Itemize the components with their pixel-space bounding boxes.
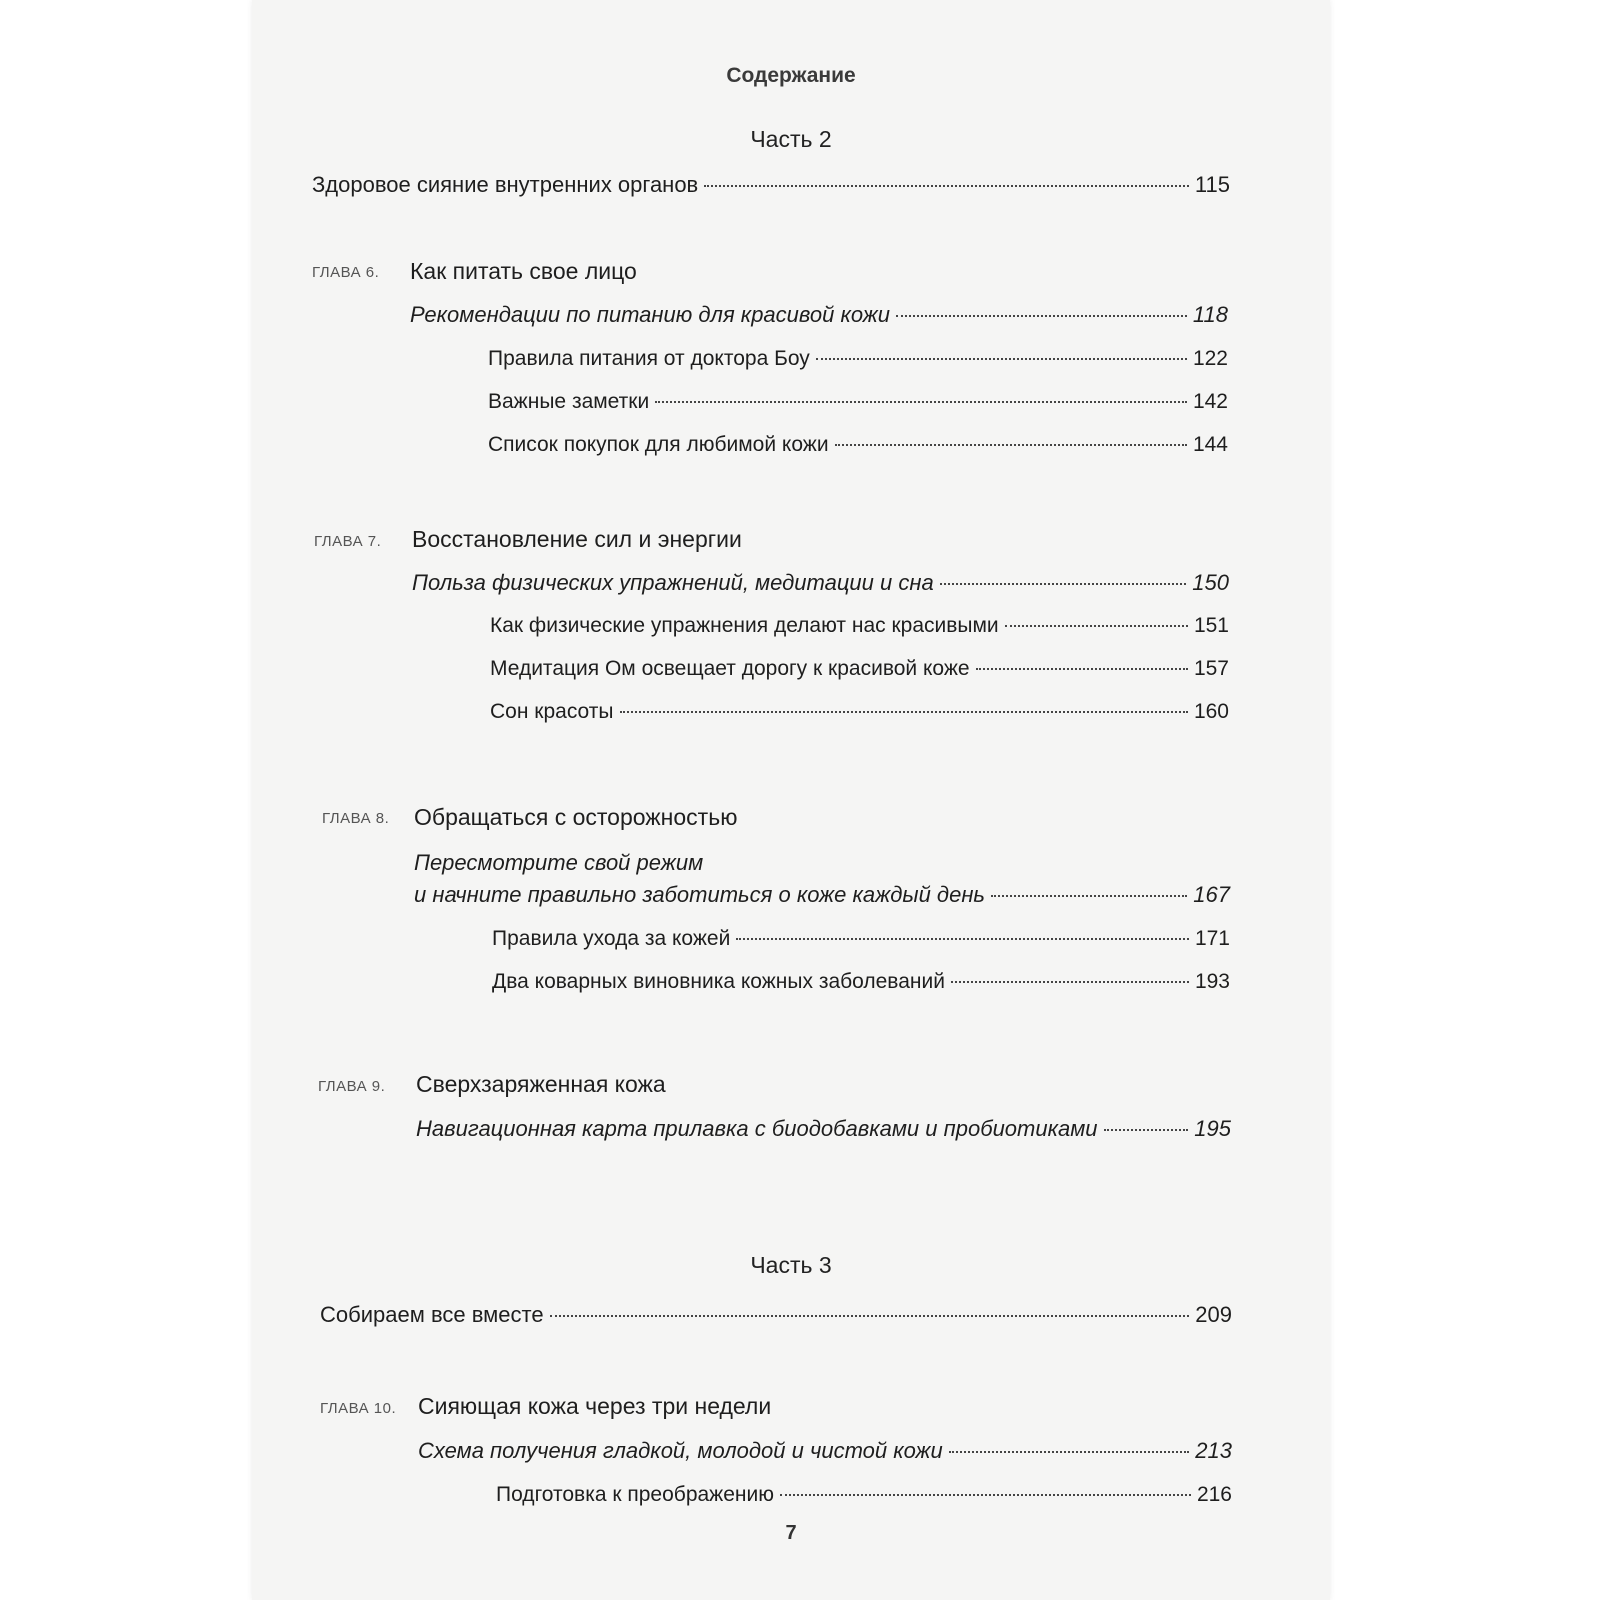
part-2-heading: Часть 2	[750, 126, 832, 152]
leader-dots	[816, 358, 1187, 360]
toc-entry-title: Правила питания от доктора Боу	[488, 347, 810, 370]
leader-dots	[620, 711, 1188, 713]
chapter-title: Восстановление сил и энергии	[412, 526, 742, 552]
chapter-title: Сверхзаряженная кожа	[416, 1071, 666, 1097]
page-number: 7	[785, 1522, 797, 1544]
leader-dots	[655, 401, 1187, 403]
toc-entry	[414, 882, 1230, 908]
toc-entry-page: 142	[1192, 390, 1228, 413]
part-3-heading: Часть 3	[750, 1252, 832, 1278]
toc-entry-title: и начните правильно заботиться о коже каждый день	[414, 882, 985, 907]
toc-entry-title: Польза физических упражнений, медитации и сна	[412, 570, 934, 595]
toc-entry-title-line1: Пересмотрите свой режим	[414, 850, 704, 875]
toc-entry-page: 151	[1193, 614, 1229, 637]
toc-entry-title: Правила ухода за кожей	[492, 927, 731, 950]
toc-entry-title: Собираем все вместе	[320, 1302, 544, 1327]
toc-entry-page: 115	[1194, 172, 1230, 197]
leader-dots	[951, 981, 1189, 983]
toc-entry-page: 171	[1194, 927, 1230, 950]
toc-entry-title: Сон красоты	[490, 700, 614, 723]
leader-dots	[704, 185, 1189, 187]
toc-entry	[492, 970, 1230, 994]
leader-dots	[1005, 625, 1188, 627]
toc-entry-page: 209	[1195, 1302, 1232, 1327]
chapter-title: Сияющая кожа через три недели	[418, 1393, 772, 1419]
toc-entry	[418, 1438, 1232, 1464]
toc-entry	[490, 657, 1229, 681]
chapter-title: Обращаться с осторожностью	[414, 804, 738, 830]
toc-entry	[320, 1302, 1232, 1328]
leader-dots	[835, 444, 1187, 446]
toc-entry	[492, 927, 1230, 951]
toc-entry	[488, 433, 1228, 457]
chapter-label: ГЛАВА 10.	[320, 1400, 397, 1417]
leader-dots	[550, 1315, 1190, 1317]
toc-entry-page: 157	[1193, 657, 1229, 680]
toc-entry-page: 144	[1192, 433, 1228, 456]
toc-entry-page: 160	[1193, 700, 1229, 723]
toc-entry-title: Важные заметки	[488, 390, 650, 413]
toc-entry	[416, 1116, 1231, 1142]
toc-entry-page: 150	[1192, 570, 1229, 595]
toc-entry	[412, 570, 1229, 596]
leader-dots	[949, 1451, 1190, 1453]
toc-entry-title: Список покупок для любимой кожи	[488, 433, 829, 456]
toc-entry-title: Навигационная карта прилавка с биодобавками и пробиотиками	[416, 1116, 1098, 1141]
toc-entry-page: 216	[1196, 1483, 1232, 1506]
leader-dots	[976, 668, 1188, 670]
toc-entry-title: Здоровое сияние внутренних органов	[312, 172, 699, 197]
leader-dots	[991, 895, 1187, 897]
chapter-label: ГЛАВА 8.	[322, 810, 390, 827]
leader-dots	[780, 1494, 1191, 1496]
leader-dots	[1104, 1129, 1189, 1131]
toc-entry	[410, 302, 1228, 328]
toc-entry-page: 118	[1192, 302, 1228, 327]
chapter-label: ГЛАВА 7.	[314, 533, 382, 550]
toc-entry-title: Как физические упражнения делают нас красивыми	[490, 614, 999, 637]
leader-dots	[896, 315, 1187, 317]
toc-entry	[488, 390, 1228, 414]
chapter-label: ГЛАВА 9.	[318, 1078, 386, 1095]
toc-entry-page: 195	[1194, 1116, 1231, 1141]
toc-entry-title: Подготовка к преображению	[496, 1483, 774, 1506]
toc-entry	[312, 172, 1230, 198]
page-header: Содержание	[726, 64, 856, 87]
chapter-label: ГЛАВА 6.	[312, 264, 380, 281]
toc-entry	[490, 700, 1229, 724]
toc-entry	[496, 1483, 1232, 1507]
toc-entry-title: Рекомендации по питанию для красивой кожи	[410, 302, 890, 327]
toc-entry-title: Два коварных виновника кожных заболеваний	[492, 970, 945, 993]
toc-entry-title: Медитация Ом освещает дорогу к красивой коже	[490, 657, 970, 680]
leader-dots	[940, 583, 1187, 585]
toc-entry	[490, 614, 1229, 638]
toc-entry-page: 193	[1194, 970, 1230, 993]
toc-entry-title: Схема получения гладкой, молодой и чистой кожи	[418, 1438, 943, 1463]
book-page	[252, 0, 1330, 1600]
chapter-title: Как питать свое лицо	[410, 258, 637, 284]
toc-entry-page: 213	[1195, 1438, 1232, 1463]
toc-entry-page: 122	[1192, 347, 1228, 370]
toc-entry-page: 167	[1193, 882, 1230, 907]
toc-entry	[488, 347, 1228, 371]
leader-dots	[736, 938, 1189, 940]
